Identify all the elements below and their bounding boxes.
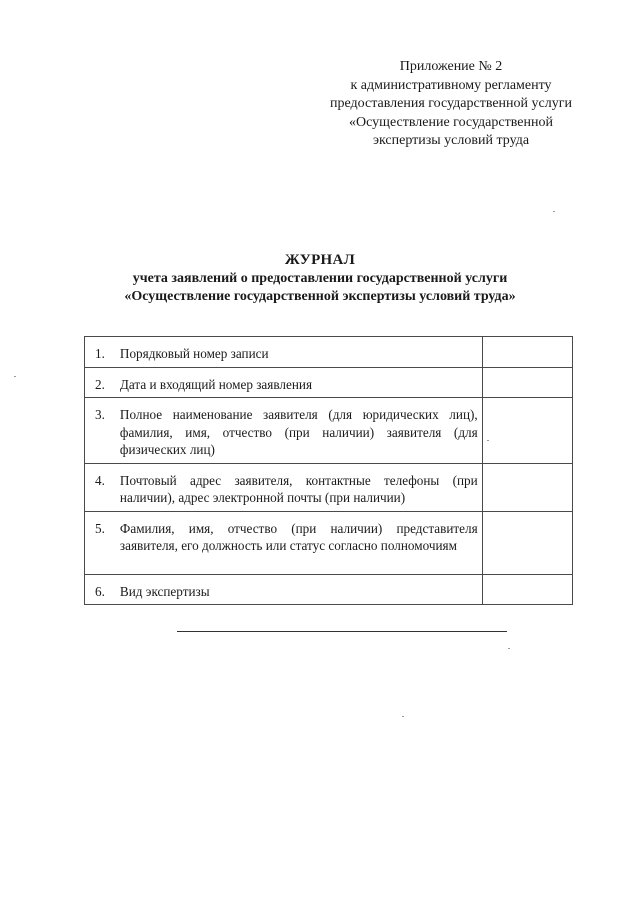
row-number: 6. [85,574,115,605]
appendix-line: к административному регламенту [350,77,552,93]
row-label: Фамилия, имя, отчество (при наличии) представителя заявителя, его должность или статус согласно полномочиям [115,511,482,574]
row-number: 3. [85,398,115,464]
row-value-cell [482,337,572,368]
table-row [85,337,573,368]
row-value-cell [482,574,572,605]
table-row [85,398,573,464]
table-row [85,511,573,574]
row-label: Порядковый номер записи [115,337,482,368]
scan-speck [14,376,16,377]
document-heading [60,251,580,306]
row-label: Почтовый адрес заявителя, контактные телефоны (при наличии), адрес электронной почты (при наличии) [115,463,482,511]
table-row [85,463,573,511]
row-value-cell [482,463,572,511]
row-number: 4. [85,463,115,511]
closing-divider [177,631,507,632]
row-number: 5. [85,511,115,574]
row-label: Дата и входящий номер заявления [115,367,482,398]
appendix-line: «Осуществление государственной [349,114,553,130]
table-row [85,574,573,605]
scan-speck [402,716,404,717]
appendix-line: экспертизы условий труда [372,133,530,148]
row-number: 1. [85,337,115,368]
appendix-line: Приложение № 2 [399,59,503,74]
table-row [85,367,573,398]
scan-speck [508,648,510,649]
appendix-line: предоставления государственной услуги [330,96,572,111]
row-label: Полное наименование заявителя (для юридических лиц), фамилия, имя, отчество (при наличии) заявителя (для физических лиц) [115,398,482,464]
row-value-cell [482,511,572,574]
document-subtitle-line: «Осуществление государственной экспертизы условий труда» [124,289,516,304]
row-value-cell [482,367,572,398]
appendix-block [296,58,606,151]
document-title: ЖУРНАЛ [284,252,356,268]
scan-speck [487,440,489,441]
journal-table [84,336,573,605]
row-label: Вид экспертизы [115,574,482,605]
document-subtitle-line: учета заявлений о предоставлении государственной услуги [132,271,508,286]
scan-speck [553,211,555,212]
row-value-cell [482,398,572,464]
row-number: 2. [85,367,115,398]
